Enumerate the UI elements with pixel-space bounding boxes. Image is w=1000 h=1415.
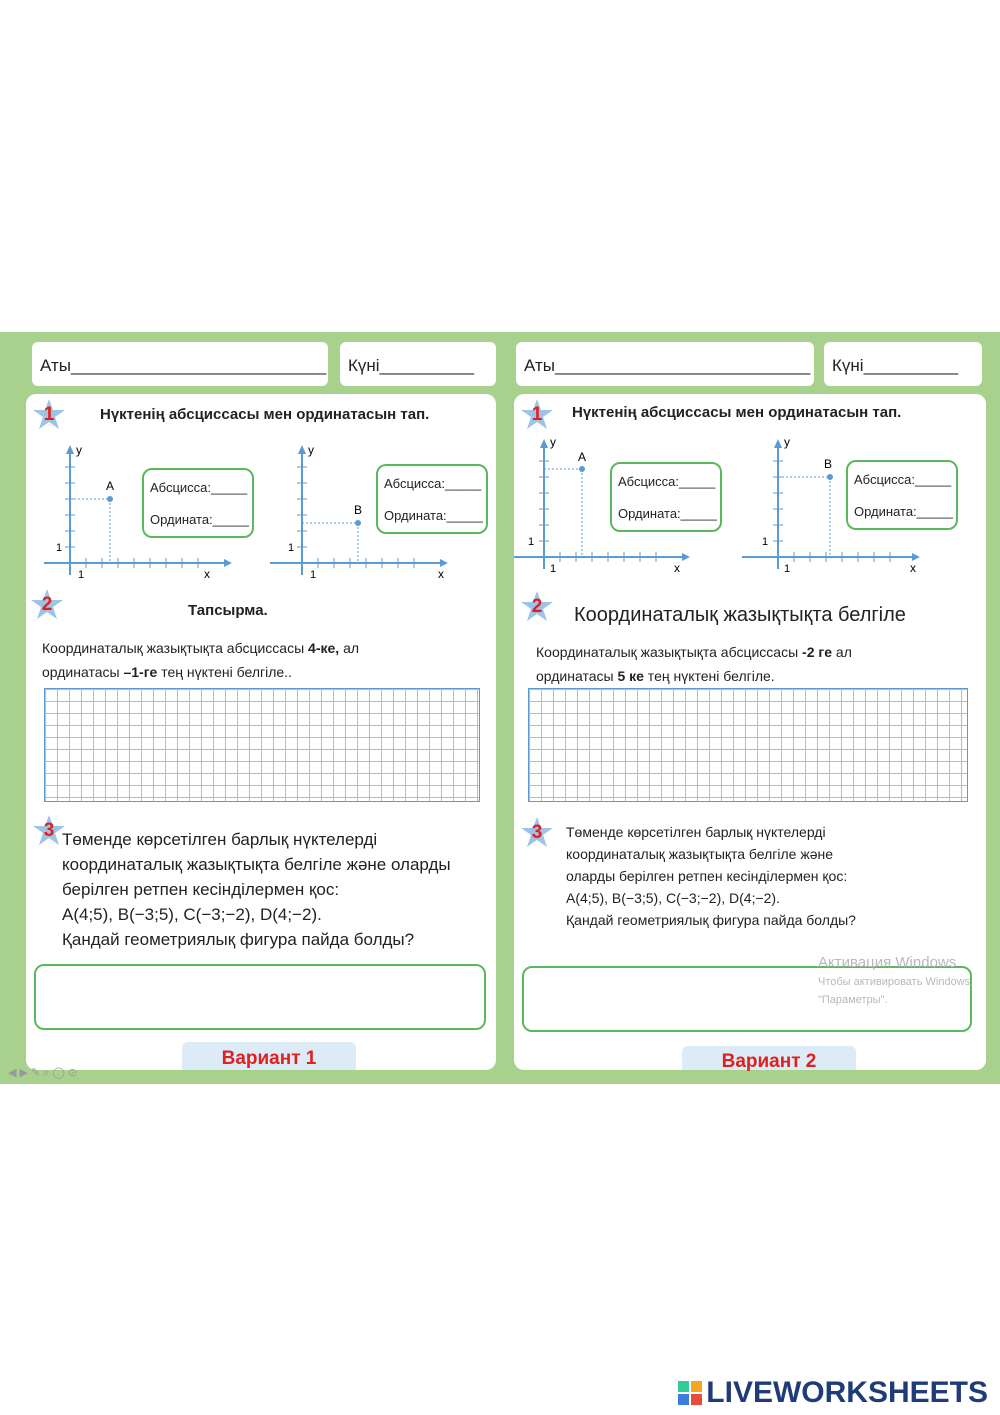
ordinate-label: Ордината:_____ xyxy=(854,504,953,519)
task3-line: A(4;5), B(−3;5), C(−3;−2), D(4;−2). xyxy=(62,905,322,924)
answer-box-a[interactable] xyxy=(610,462,722,532)
answer-box-b[interactable] xyxy=(846,460,958,530)
task2-title: Координаталық жазықтықта белгіле xyxy=(574,604,906,626)
task3-line: A(4;5), B(−3;5), C(−3;−2), D(4;−2). xyxy=(566,890,780,906)
task3-star-icon xyxy=(32,814,66,848)
task2-title: Тапсырма. xyxy=(188,602,268,619)
task1-title: Нүктенің абсциссасы мен ординатасын тап. xyxy=(572,404,902,421)
name-field-right[interactable] xyxy=(516,342,814,386)
windows-activation-hint: "Параметры". xyxy=(818,994,888,1006)
task3-number: 3 xyxy=(43,820,55,841)
abscissa-label: Абсцисса:_____ xyxy=(384,476,482,491)
task2-line2: ординатасы 5 ке тең нүктені белгіле. xyxy=(536,668,775,684)
task1-number: 1 xyxy=(531,404,543,425)
worksheet-board xyxy=(0,332,1000,1084)
x-axis-label: x xyxy=(910,561,916,574)
name-label: Аты___________________________ xyxy=(524,356,811,375)
task2-star-icon xyxy=(30,588,64,622)
answer-box-b[interactable] xyxy=(376,464,488,534)
x-axis-label: x xyxy=(204,567,210,580)
y-tick-label: 1 xyxy=(762,536,769,548)
y-axis-label: y xyxy=(76,443,82,457)
liveworksheets-logo xyxy=(678,1376,988,1410)
y-tick-label: 1 xyxy=(528,536,535,548)
answer-box-a[interactable] xyxy=(142,468,254,538)
x-tick-label: 1 xyxy=(78,569,85,580)
point-a-label: A xyxy=(578,450,587,464)
task3-line: Төменде көрсетілген барлық нүктелерді xyxy=(566,824,826,840)
name-field-left[interactable] xyxy=(32,342,328,386)
ordinate-label: Ордината:_____ xyxy=(618,506,717,521)
variant-1-label: Вариант 1 xyxy=(182,1042,356,1070)
point-b-label: B xyxy=(824,457,833,471)
variant-2-label: Вариант 2 xyxy=(682,1046,856,1070)
variant1-panel xyxy=(26,394,496,1070)
task2-number: 2 xyxy=(531,596,543,617)
y-tick-label: 1 xyxy=(56,542,63,554)
x-axis-label: x xyxy=(438,567,444,580)
windows-activation-hint: Чтобы активировать Windows, xyxy=(818,976,974,988)
task3-line: координаталық жазықтықта белгіле және оларды xyxy=(62,855,451,874)
abscissa-label: Абсцисса:_____ xyxy=(854,472,952,487)
task3-line: берілген ретпен кесінділермен қос: xyxy=(62,880,340,899)
date-field-left[interactable] xyxy=(340,342,496,386)
x-tick-label: 1 xyxy=(310,569,317,580)
x-tick-label: 1 xyxy=(784,563,791,574)
y-tick-label: 1 xyxy=(288,542,295,554)
task3-star-icon xyxy=(520,816,554,850)
date-field-right[interactable] xyxy=(824,342,982,386)
task3-line: Төменде көрсетілген барлық нүктелерді xyxy=(62,830,378,849)
task3-line: Қандай геометриялық фигура пайда болды? xyxy=(62,930,415,949)
task1-title: Нүктенің абсциссасы мен ординатасын тап. xyxy=(100,406,430,423)
task3-line: координаталық жазықтықта белгіле және xyxy=(566,846,834,862)
answer-box-task3-left[interactable] xyxy=(34,964,486,1030)
x-axis-label: x xyxy=(674,561,680,574)
abscissa-label: Абсцисса:_____ xyxy=(150,480,248,495)
point-a-label: A xyxy=(106,479,115,493)
brand-name: LIVEWORKSHEETS xyxy=(706,1376,988,1409)
grid-area-right[interactable] xyxy=(528,688,968,802)
grid-area-left[interactable] xyxy=(44,688,480,802)
task1-number: 1 xyxy=(43,404,55,425)
date-label: Күні__________ xyxy=(348,356,475,375)
task1-star-icon xyxy=(32,398,66,432)
liveworksheets-logo-icon xyxy=(678,1381,702,1405)
ordinate-label: Ордината:_____ xyxy=(150,512,249,527)
task2-number: 2 xyxy=(41,594,53,615)
y-axis-label: y xyxy=(308,443,314,457)
task2-line1: Координаталық жазықтықта абсциссасы -2 ге ал xyxy=(536,644,852,660)
y-axis-label: y xyxy=(550,435,556,449)
x-tick-label: 1 xyxy=(550,563,557,574)
task1-star-icon xyxy=(520,398,554,432)
ordinate-label: Ордината:_____ xyxy=(384,508,483,523)
windows-activation-watermark: Активация Windows xyxy=(818,954,957,971)
abscissa-label: Абсцисса:_____ xyxy=(618,474,716,489)
task3-line: оларды берілген ретпен кесінділермен қос: xyxy=(566,868,848,884)
task2-line1: Координаталық жазықтықта абсциссасы 4-ке, ал xyxy=(42,640,360,656)
task2-line2: ординатасы –1-ге тең нүктені белгіле.. xyxy=(42,664,292,680)
date-label: Күні__________ xyxy=(832,356,959,375)
task2-star-icon xyxy=(520,590,554,624)
point-b-label: B xyxy=(354,503,363,517)
slideshow-controls[interactable]: ◀ ▶ ✎ ⌕ ◯ ⊙ xyxy=(8,1067,78,1079)
task3-number: 3 xyxy=(531,822,543,843)
y-axis-label: y xyxy=(784,435,790,449)
task3-line: Қандай геометриялық фигура пайда болды? xyxy=(566,912,856,928)
name-label: Аты___________________________ xyxy=(40,356,327,375)
